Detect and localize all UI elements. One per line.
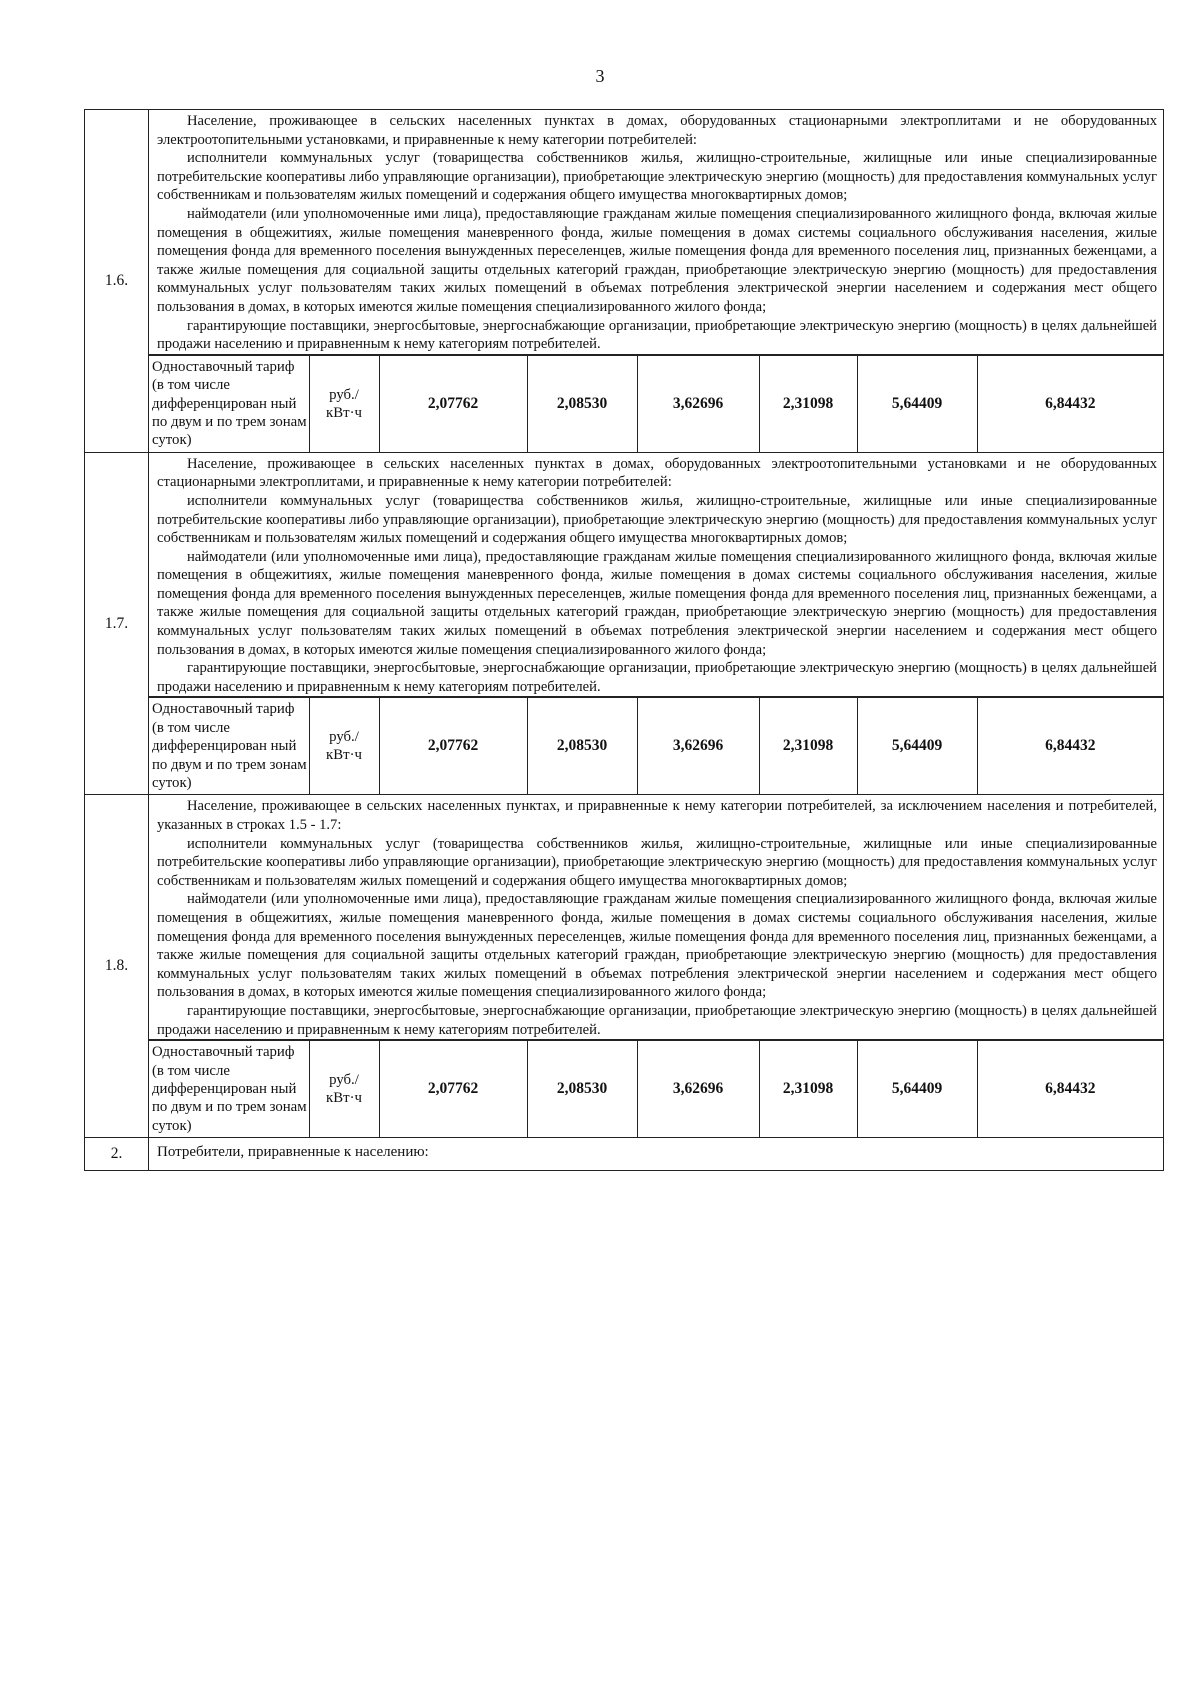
tariff-label: Одноставочный тариф (в том числе дифференцирован ный по двум и по трем зонам суток) bbox=[149, 355, 309, 452]
tariff-values bbox=[149, 355, 1163, 452]
tariff-value: 2,08530 bbox=[527, 355, 637, 452]
tariff-row bbox=[85, 1040, 1164, 1138]
paragraph: наймодатели (или уполномоченные ими лица), предоставляющие гражданам жилые помещения специализированного жилищного фонда, включая жилые помещения в общежитиях, жилые помещения маневренного фонда, жилые помещения в домах системы социального обслуживания населения, жилые помещения фонда для временного поселения вынужденных переселенцев, жилые помещения фонда для временного поселения лиц, признанных беженцами, а также жилые помещения для социальной защиты отдельных категорий граждан, приобретающие электрическую энергию (мощность) для предоставления коммунальных услуг пользователям таких жилых помещений в объемах потребления электрической энергии населением и содержания мест общего пользования в домах, в которых имеются жилые помещения специализированного жилого фонда; bbox=[157, 205, 1157, 315]
page-number: 3 bbox=[595, 66, 605, 86]
tariff-row bbox=[85, 697, 1164, 795]
row-description bbox=[149, 795, 1164, 1040]
tariff-value: 2,07762 bbox=[379, 1041, 527, 1138]
tariff-value: 5,64409 bbox=[857, 355, 977, 452]
paragraph: Население, проживающее в сельских населенных пунктах в домах, оборудованных электроотопительными установками и не оборудованных стационарными электроплитами, и приравненные к нему категории потребителей: bbox=[157, 455, 1157, 491]
tariff-unit: руб./ кВт·ч bbox=[309, 698, 379, 795]
tariff-value: 2,08530 bbox=[527, 1041, 637, 1138]
tariff-value: 6,84432 bbox=[977, 1041, 1163, 1138]
tariff-value: 2,31098 bbox=[759, 1041, 857, 1138]
tariff-value: 2,08530 bbox=[527, 698, 637, 795]
row-number: 1.8. bbox=[85, 795, 149, 1138]
tariff-value: 2,31098 bbox=[759, 698, 857, 795]
tariff-value: 2,07762 bbox=[379, 698, 527, 795]
tariff-value: 6,84432 bbox=[977, 355, 1163, 452]
row-description: Потребители, приравненные к населению: bbox=[149, 1138, 1164, 1171]
paragraph: гарантирующие поставщики, энергосбытовые, энергоснабжающие организации, приобретающие электрическую энергию (мощность) в целях дальнейшей продажи населению и приравненным к нему категориям потребителей. bbox=[157, 660, 1157, 695]
paragraph: исполнители коммунальных услуг (товарищества собственников жилья, жилищно-строительные, жилищные или иные специализированные потребительские кооперативы либо управляющие организации), приобретающие электрическую энергию (мощность) для предоставления коммунальных услуг собственникам и пользователям жилых помещений и содержания общего имущества многоквартирных домов; bbox=[157, 835, 1157, 889]
tariff-unit: руб./ кВт·ч bbox=[309, 1041, 379, 1138]
row-description bbox=[149, 110, 1164, 355]
paragraph: Население, проживающее в сельских населенных пунктах в домах, оборудованных стационарными электроплитами и не оборудованных электроотопительными установками, и приравненные к нему категории потребителей: bbox=[157, 113, 1157, 148]
tariff-value: 3,62696 bbox=[637, 698, 759, 795]
paragraph: наймодатели (или уполномоченные ими лица), предоставляющие гражданам жилые помещения специализированного жилищного фонда, включая жилые помещения в общежитиях, жилые помещения маневренного фонда, жилые помещения в домах системы социального обслуживания населения, жилые помещения фонда для временного поселения вынужденных переселенцев, жилые помещения фонда для временного поселения лиц, признанных беженцами, а также жилые помещения для социальной защиты отдельных категорий граждан, приобретающие электрическую энергию (мощность) для предоставления коммунальных услуг пользователям таких жилых помещений в объемах потребления электрической энергии населением и содержания мест общего пользования в домах, в которых имеются жилые помещения специализированного жилого фонда; bbox=[157, 548, 1157, 658]
row-number: 1.6. bbox=[85, 110, 149, 453]
row-description bbox=[149, 452, 1164, 697]
tariff-label: Одноставочный тариф (в том числе дифференцирован ный по двум и по трем зонам суток) bbox=[149, 1041, 309, 1138]
paragraph: Население, проживающее в сельских населенных пунктах, и приравненные к нему категории потребителей, за исключением населения и потребителей, указанных в строках 1.5 - 1.7: bbox=[157, 798, 1157, 834]
table-row bbox=[85, 110, 1164, 355]
paragraph: гарантирующие поставщики, энергосбытовые, энергоснабжающие организации, приобретающие электрическую энергию (мощность) в целях дальнейшей продажи населению и приравненным к нему категориям потребителей. bbox=[157, 317, 1157, 353]
tariff-unit: руб./ кВт·ч bbox=[309, 355, 379, 452]
table-row bbox=[85, 1138, 1164, 1171]
paragraph: наймодатели (или уполномоченные ими лица), предоставляющие гражданам жилые помещения специализированного жилищного фонда, включая жилые помещения в общежитиях, жилые помещения маневренного фонда, жилые помещения в домах системы социального обслуживания населения, жилые помещения фонда для временного поселения вынужденных переселенцев, жилые помещения фонда для временного поселения лиц, признанных беженцами, а также жилые помещения для социальной защиты отдельных категорий граждан, приобретающие электрическую энергию (мощность) для предоставления коммунальных услуг пользователям таких жилых помещений в объемах потребления электрической энергии населением и содержания мест общего пользования в домах, в которых имеются жилые помещения специализированного жилого фонда; bbox=[157, 891, 1157, 1001]
tariff-table bbox=[84, 109, 1164, 1171]
row-number: 1.7. bbox=[85, 452, 149, 795]
tariff-value: 2,07762 bbox=[379, 355, 527, 452]
tariff-value: 2,31098 bbox=[759, 355, 857, 452]
tariff-row bbox=[85, 354, 1164, 452]
paragraph: исполнители коммунальных услуг (товарищества собственников жилья, жилищно-строительные, жилищные или иные специализированные потребительские кооперативы либо управляющие организации), приобретающие электрическую энергию (мощность) для предоставления коммунальных услуг собственникам и пользователям жилых помещений и содержания общего имущества многоквартирных домов; bbox=[157, 492, 1157, 547]
paragraph: исполнители коммунальных услуг (товарищества собственников жилья, жилищно-строительные, жилищные или иные специализированные потребительские кооперативы либо управляющие организации), приобретающие электрическую энергию (мощность) для предоставления коммунальных услуг собственникам и пользователям жилых помещений и содержания общего имущества многоквартирных домов; bbox=[157, 150, 1157, 204]
table-row bbox=[85, 795, 1164, 1040]
tariff-value: 3,62696 bbox=[637, 355, 759, 452]
table-row bbox=[85, 452, 1164, 697]
tariff-values bbox=[149, 1040, 1163, 1137]
tariff-value: 3,62696 bbox=[637, 1041, 759, 1138]
tariff-value: 6,84432 bbox=[977, 698, 1163, 795]
row-number: 2. bbox=[85, 1138, 149, 1171]
tariff-value: 5,64409 bbox=[857, 1041, 977, 1138]
tariff-value: 5,64409 bbox=[857, 698, 977, 795]
tariff-values bbox=[149, 697, 1163, 794]
tariff-label: Одноставочный тариф (в том числе дифференцирован ный по двум и по трем зонам суток) bbox=[149, 698, 309, 795]
paragraph: гарантирующие поставщики, энергосбытовые, энергоснабжающие организации, приобретающие электрическую энергию (мощность) в целях дальнейшей продажи населению и приравненным к нему категориям потребителей. bbox=[157, 1002, 1157, 1038]
